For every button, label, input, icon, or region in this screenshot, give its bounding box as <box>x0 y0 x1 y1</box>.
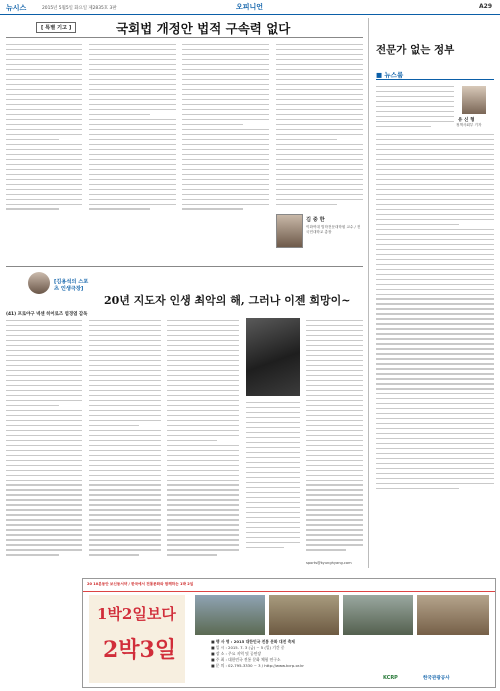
column-text-col1 <box>6 320 82 559</box>
author-name: 김 중 한 <box>306 217 325 223</box>
editorial-text-col2 <box>89 44 176 213</box>
coach-photo <box>246 318 300 396</box>
column-text-col3 <box>167 320 239 559</box>
divider <box>376 79 494 80</box>
page-number: A29 <box>479 3 492 10</box>
advertisement[interactable] <box>82 578 496 688</box>
sidebar-headline: 전문가 없는 정부 <box>376 44 455 56</box>
column-subhead-1: (41) 프로야구 넥센 히어로즈 염경엽 감독 <box>6 312 88 317</box>
ad-info-line: ■ 장 소 : 주요 지역 및 공연장 <box>211 651 261 656</box>
sidebar-text-top <box>376 86 454 131</box>
editorial-text-col1 <box>6 44 82 213</box>
ad-sponsor-kto: 한국관광공사 <box>423 676 450 681</box>
columnist-title: 정책사회부 기자 <box>456 123 482 127</box>
ad-banner-text: 20 10분동안 보신동서약 / 한국에서 전통문화와 함께하는 1박 2일 <box>87 582 194 586</box>
column-divider <box>368 18 369 568</box>
editorial-tag: [ 특별 기고 ] <box>36 22 76 33</box>
editorial-headline: 국회법 개정안 법적 구속력 없다 <box>116 21 291 36</box>
author-photo <box>276 214 303 248</box>
ad-info-line: ■ 행 사 명 : 2015 대한민국 전통 문화 대전 축제 <box>211 639 295 644</box>
ad-title-2: 2박3일 <box>103 637 177 663</box>
ad-info-line: ■ 일 시 : 2015. 7. 3 (금) ~ 5 (일) 기간 중 <box>211 645 285 650</box>
column-email: sports@kyunghyang.com <box>306 561 352 565</box>
column-text-col5 <box>306 320 363 554</box>
ad-sponsor-kcrp: KCRP <box>383 675 398 681</box>
ad-info <box>211 639 491 669</box>
ad-photo <box>343 595 413 635</box>
ad-info-line: ■ 문 의 : 02-795-3330 ~ 3 / http://www.kcrp.or.kr <box>211 663 304 668</box>
section-title: 오피니언 <box>236 3 264 11</box>
ad-photo <box>417 595 489 635</box>
column-label: [김용석의 스포츠 인생극장] <box>54 279 89 292</box>
ad-banner <box>83 579 495 592</box>
ad-photo <box>269 595 339 635</box>
divider <box>6 37 363 38</box>
author-title: 이화여대 법학전문대학원 교수 / 전 국민대학교 총장 <box>306 225 361 235</box>
newspaper-logo: 뉴시스 <box>6 3 27 12</box>
columnist-avatar <box>28 272 50 294</box>
issue-date: 2015년 5월5일 화요일 제2835호 3판 <box>42 5 117 11</box>
masthead <box>0 0 500 15</box>
ad-photo-strip <box>195 595 491 635</box>
column-text-col2 <box>89 320 161 559</box>
columnist-photo <box>462 86 486 114</box>
ad-title-1: 1박2일보다 <box>97 605 176 623</box>
divider <box>6 266 363 267</box>
column-text-col4 <box>246 402 300 552</box>
sidebar-label: ■ 뉴스룸 <box>376 71 404 79</box>
editorial-text-col4 <box>276 44 363 208</box>
ad-title-block <box>89 595 185 683</box>
columnist-name: 유 신 형 <box>458 118 475 123</box>
sidebar-text <box>376 134 494 493</box>
column-headline: 20년 지도자 인생 최악의 해, 그러나 이젠 희망이~ <box>104 294 351 307</box>
ad-photo <box>195 595 265 635</box>
ad-info-line: ■ 주 최 : 대한민국 전통 문화 체험 연구소 <box>211 657 281 662</box>
editorial-text-col3 <box>182 44 269 213</box>
